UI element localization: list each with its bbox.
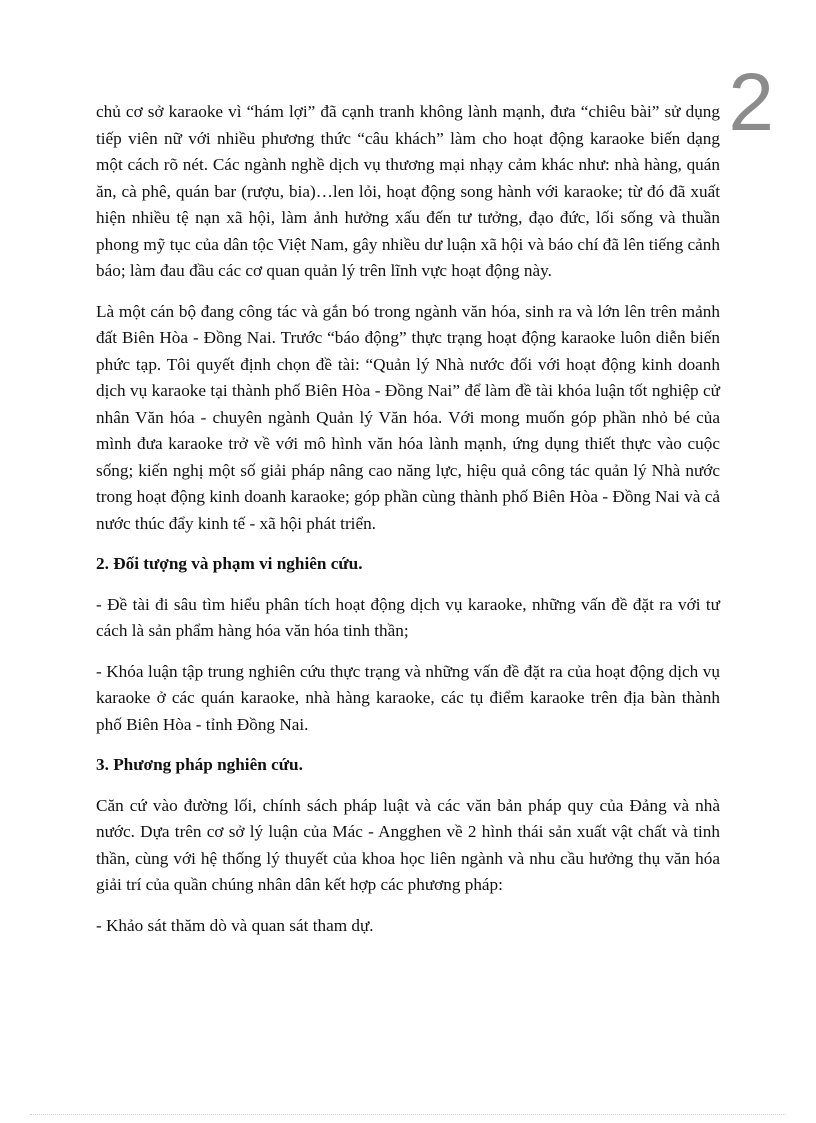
paragraph-karaoke-problems: chủ cơ sở karaoke vì “hám lợi” đã cạnh tranh không lành mạnh, đưa “chiêu bài” sử dụng tiếp viên nữ với nhiều phương thức “câu khách” làm cho hoạt động karaoke biến dạng một cách rõ nét. Các ngành nghề dịch vụ thương mại nhạy cảm khác như: nhà hàng, quán ăn, cà phê, quán bar (rượu, bia)…len lỏi, hoạt động song hành với karaoke; từ đó đã xuất hiện nhiều tệ nạn xã hội, làm ảnh hưởng xấu đến tư tưởng, đạo đức, lối sống và thuần phong mỹ tục của dân tộc Việt Nam, gây nhiều dư luận xã hội và báo chí đã lên tiếng cảnh báo; làm đau đầu các cơ quan quản lý trên lĩnh vực hoạt động này. xyxy=(96,102,720,280)
section-heading-scope: 2. Đối tượng và phạm vi nghiên cứu. xyxy=(96,554,363,573)
paragraph-methods-survey: - Khảo sát thăm dò và quan sát tham dự. xyxy=(96,915,374,935)
section-heading-methods: 3. Phương pháp nghiên cứu. xyxy=(96,755,303,774)
paragraph-scope-area: - Khóa luận tập trung nghiên cứu thực trạng và những vấn đề đặt ra của hoạt động dịch vụ karaoke ở các quán karaoke, nhà hàng karaoke, các tụ điểm karaoke trên địa bàn thành phố Biên Hòa - tỉnh Đồng Nai. xyxy=(96,661,720,734)
document-body xyxy=(96,99,720,953)
paragraph-scope-object: - Đề tài đi sâu tìm hiểu phân tích hoạt động dịch vụ karaoke, những vấn đề đặt ra với tư cách là sản phẩm hàng hóa văn hóa tinh thần; xyxy=(96,594,720,640)
paragraph-methods-basis: Căn cứ vào đường lối, chính sách pháp luật và các văn bản pháp quy của Đảng và nhà nước. Dựa trên cơ sở lý luận của Mác - Angghen về 2 hình thái sản xuất vật chất và tinh thần, cùng với hệ thống lý thuyết của khoa học liên ngành và nhu cầu hưởng thụ văn hóa giải trí của quần chúng nhân dân kết hợp các phương pháp: xyxy=(96,795,720,894)
page-number: 2 xyxy=(728,57,774,148)
paragraph-topic-rationale: Là một cán bộ đang công tác và gắn bó trong ngành văn hóa, sinh ra và lớn lên trên mảnh đất Biên Hòa - Đồng Nai. Trước “báo động” thực trạng hoạt động karaoke luôn diễn biến phức tạp. Tôi quyết định chọn đề tài: “Quản lý Nhà nước đối với hoạt động kinh doanh dịch vụ karaoke tại thành phố Biên Hòa - Đồng Nai” để làm đề tài khóa luận tốt nghiệp cử nhân Văn hóa - chuyên ngành Quản lý Văn hóa. Với mong muốn góp phần nhỏ bé của mình đưa karaoke trở về với mô hình văn hóa lành mạnh, ứng dụng thiết thực vào cuộc sống; kiến nghị một số giải pháp nâng cao năng lực, hiệu quả công tác quản lý Nhà nước trong hoạt động kinh doanh karaoke; góp phần cùng thành phố Biên Hòa - Đồng Nai và cả nước thúc đẩy kinh tế - xã hội phát triển. xyxy=(96,301,720,533)
footer-divider xyxy=(30,1114,786,1115)
